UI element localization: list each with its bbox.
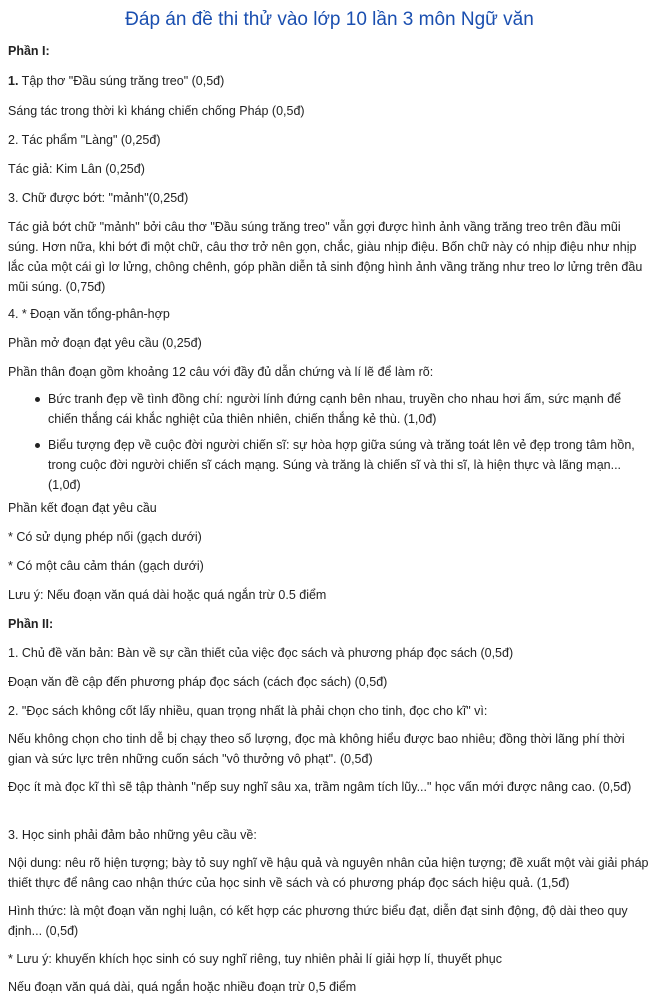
part1-q4-open: Phần mở đoạn đạt yêu cầu (0,25đ) <box>8 336 202 350</box>
part2-q3-note-2: Nếu đoạn văn quá dài, quá ngắn hoặc nhiều đoạn trừ 0,5 điểm <box>8 980 357 994</box>
part2-q1: 1. Chủ đề văn bản: Bàn về sự cần thiết của việc đọc sách và phương pháp đọc sách (0,5đ) <box>8 646 514 660</box>
part1-q1-number: 1. <box>8 74 19 88</box>
part1-q2: 2. Tác phẩm "Làng" (0,25đ) <box>8 133 161 147</box>
part1-q1-text: Tập thơ "Đầu súng trăng treo" (0,5đ) <box>18 74 225 88</box>
part2-q3: 3. Học sinh phải đảm bảo những yêu cầu về: <box>8 828 257 842</box>
part2-q1-answer: Đoạn văn đề cập đến phương pháp đọc sách (cách đọc sách) (0,5đ) <box>8 675 388 689</box>
part1-q3-answer: Tác giả bớt chữ "mảnh" bởi câu thơ "Đầu súng trăng treo" vẫn gợi được hình ảnh vầng trăng treo trên đầu mũi súng. Hơn nữa, khi bớt đi một chữ, câu thơ trở nên gọn, chắc, giàu nhịp điệu. Bốn chữ này có nhịp điệu như nhịp lắc của một cái gì lơ lửng, chông chênh, góp phần diễn tả sinh động hình ảnh vầng trăng như treo lơ lửng trên đầu mũi súng. (0,75đ) <box>8 220 643 294</box>
page-title: Đáp án đề thi thử vào lớp 10 lần 3 môn Ngữ văn <box>125 9 534 30</box>
part1-q4: 4. * Đoạn văn tổng-phân-hợp <box>8 307 170 321</box>
part2-q2: 2. "Đọc sách không cốt lấy nhiều, quan trọng nhất là phải chọn cho tinh, đọc cho kĩ" vì: <box>8 704 488 718</box>
part1-q4-note-2: * Có một câu cảm thán (gạch dưới) <box>8 559 204 573</box>
part2-q2-answer-b: Đọc ít mà đọc kĩ thì sẽ tập thành "nếp suy nghĩ sâu xa, trầm ngâm tích lũy..." học vấn mới được nâng cao. (0,5đ) <box>8 780 632 794</box>
list-item: Bức tranh đẹp về tình đồng chí: người lính đứng cạnh bên nhau, truyền cho nhau hơi ấm, sức mạnh để chiến thắng cái khắc nghiệt của thiên nhiên, chiến thắng kẻ thù. (1,0đ) <box>48 389 651 429</box>
part1-q3: 3. Chữ được bớt: "mảnh"(0,25đ) <box>8 191 189 205</box>
part1-q4-body: Phần thân đoạn gồm khoảng 12 câu với đầy đủ dẫn chứng và lí lẽ để làm rõ: <box>8 365 434 379</box>
part1-q2-answer: Tác giả: Kim Lân (0,25đ) <box>8 162 145 176</box>
part1-q4-close: Phần kết đoạn đạt yêu cầu <box>8 501 157 515</box>
part2-q3-content: Nội dung: nêu rõ hiện tượng; bày tỏ suy nghĩ về hậu quả và nguyên nhân của hiện tượng; đề xuất một vài giải pháp thiết thực để nâng cao nhận thức của học sinh về sách và có phương pháp đọc sách hiệu quả. (1,5đ) <box>8 856 649 890</box>
list-item: Biểu tượng đẹp về cuộc đời người chiến sĩ: sự hòa hợp giữa súng và trăng toát lên vẻ đẹp trong tâm hồn, trong cuộc đời người chiến sĩ cách mạng. Súng và trăng là chiến sĩ và thi sĩ, là hiện thực và lãng mạn... (1,0đ) <box>48 435 651 495</box>
part2-q3-form: Hình thức: là một đoạn văn nghị luận, có kết hợp các phương thức biểu đạt, diễn đạt sinh động, độ dài theo quy định... (0,5đ) <box>8 904 628 938</box>
part2-q3-note: * Lưu ý: khuyến khích học sinh có suy nghĩ riêng, tuy nhiên phải lí giải hợp lí, thuyết phục <box>8 952 502 966</box>
part1-q4-note-1: * Có sử dụng phép nối (gạch dưới) <box>8 530 202 544</box>
part1-heading: Phần I: <box>8 44 50 58</box>
part2-q2-answer-a: Nếu không chọn cho tinh dễ bị chạy theo số lượng, đọc mà không hiểu được bao nhiêu; đồng thời lãng phí thời gian và sức lực trên những cuốn sách "vô thưởng vô phạt". (0,5đ) <box>8 732 625 766</box>
part1-q4-bullet-list <box>8 389 651 495</box>
part2-heading: Phần II: <box>8 617 54 631</box>
part1-q1 <box>8 71 651 91</box>
part1-q4-note-3: Lưu ý: Nếu đoạn văn quá dài hoặc quá ngắn trừ 0.5 điểm <box>8 588 327 602</box>
part1-q1-answer: Sáng tác trong thời kì kháng chiến chống Pháp (0,5đ) <box>8 104 305 118</box>
